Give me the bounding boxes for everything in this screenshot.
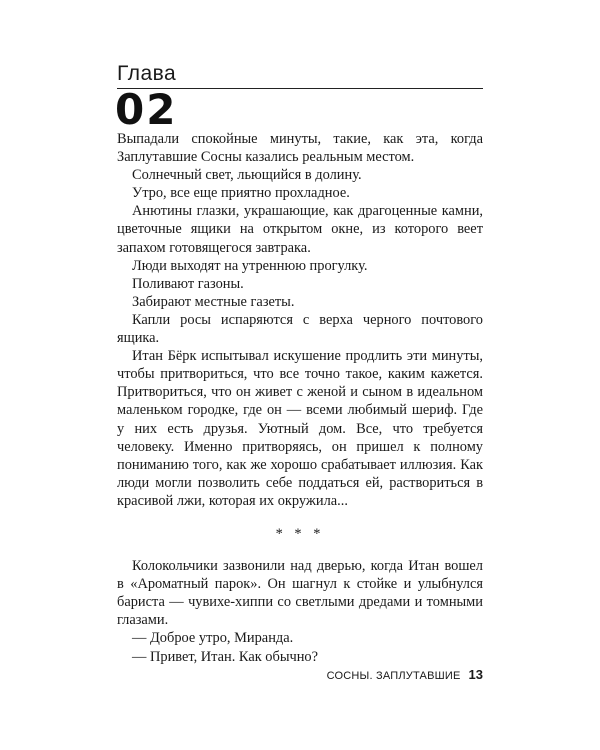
paragraph: Колокольчики зазвонили над дверью, когда Итан вошел в «Ароматный парок». Он шагнул к стойке и улыбнулся бариста — чувихе-хиппи со светлыми дредами и томными глазами. [117, 558, 483, 629]
paragraph: — Доброе утро, Миранда. [132, 630, 294, 647]
paragraph: Итан Бёрк испытывал искушение продлить эти минуты, чтобы притвориться, что все точно такое, каким кажется. Притвориться, что он живет с женой и сыном в идеальном маленьком городке, где он — всеми любимый шериф. Где у них есть друзья. Уютный дом. Все, что требуется человеку. Именно притворяясь, он пришел к полному пониманию того, как же хорошо срабатывает иллюзия. Как люди могли позволить себе поддаться ей, раствориться в красивой лжи, которая их окружила... [117, 348, 483, 509]
chapter-body [117, 130, 483, 666]
paragraph: Анютины глазки, украшающие, как драгоценные камни, цветочные ящики на открытом окне, из которого веет запахом готовящегося завтрака. [117, 203, 483, 256]
scene-separator: * * * [275, 525, 325, 542]
page-number: 13 [468, 667, 483, 682]
chapter-number: 02 [115, 85, 178, 134]
paragraph: Капли росы испаряются с верха черного почтового ящика. [117, 311, 483, 347]
paragraph: Выпадали спокойные минуты, такие, как эта, когда Заплутавшие Сосны казались реальным местом. [117, 131, 483, 166]
paragraph: Люди выходят на утреннюю прогулку. [132, 257, 368, 274]
paragraph: Поливают газоны. [132, 275, 244, 292]
running-title: СОСНЫ. ЗАПЛУТАВШИЕ [326, 670, 461, 682]
paragraph: Солнечный свет, льющийся в долину. [132, 167, 362, 184]
paragraph: Утро, все еще приятно прохладное. [132, 185, 350, 202]
paragraph: Забирают местные газеты. [132, 293, 295, 310]
page-footer [327, 667, 483, 682]
paragraph: — Привет, Итан. Как обычно? [132, 648, 319, 665]
chapter-label: Глава [117, 62, 177, 85]
